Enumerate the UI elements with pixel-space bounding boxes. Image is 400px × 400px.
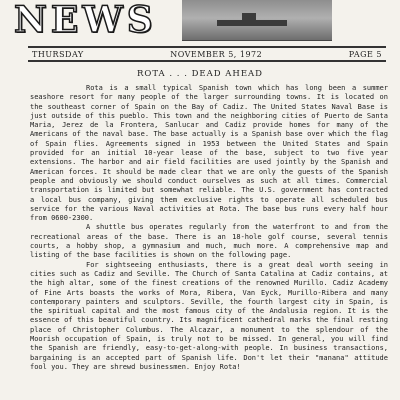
masthead-title: NEWS — [14, 0, 157, 41]
article-headline: ROTA . . . DEAD AHEAD — [136, 69, 263, 79]
ship-tower-shape — [242, 13, 256, 21]
article-paragraph: A shuttle bus operates regularly from the waterfront to and from the recreational areas of the base. There is an 18-hole golf course, several tennis courts, a hobby shop, a gymnasium and much, much more. A comprehensive map and listing of the base facilities is shown on the following page. — [30, 223, 388, 260]
dateline-day: THURSDAY — [32, 49, 84, 59]
article-body — [30, 84, 388, 398]
masthead — [0, 0, 400, 44]
article-paragraph: Rota is a small typical Spanish town which has long been a summer seashore resort for many people of the larger surrounding towns. It is located on the southeast corner of Spain on the Bay of Cadiz. The United States Naval Base is just outside of this pueblo. This town and the neighboring cities of Puerto de Santa Maria, Jerez de la Frontera, Sanlucar and Cadiz provide homes for many of the Americans of the naval base. The base actually is a Spanish base over which the flag of Spain flies. Agreements signed in 1953 between the United States and Spain provided for an initial 10-year lease of the base, subject to two five year extensions. The harbor and air field facilities are used jointly by the Spanish and American forces. It should be made clear that we are only the guests of the Spanish people and obviously we should conduct ourselves as such at all times. Commercial transportation is limited but somewhat reliable. The U.S. government has contracted a local bus company, giving them exclusive rights to operate all scheduled bus service for the various Naval activities at Rota. The base bus runs every half hour from 0600-2300. — [30, 84, 388, 223]
dateline-date: NOVEMBER 5, 1972 — [170, 49, 263, 59]
article-paragraph: For sightseeing enthusiasts, there is a great deal worth seeing in cities such as Cadiz and Seville. The Church of Santa Catalina at Cadiz contains, at the high altar, some of the finest creations of the renowned Murillo. Cadiz Academy of Fine Arts boasts the works of Mora, Ribera, Van Eyck, Murillo-Ribera and many contemporary painters and sculptors. Seville, the fourth largest city in Spain, is the spiritual capital and the most famous city of the Andalusia region. It is the essence of this beautiful country. Its magnificent cathedral marks the final resting place of Christopher Columbus. The Alcazar, a monument to the splendour of the Moorish occupation of Spain, is truly not to be missed. In general, you will find the Spanish are friendly, easy-to-get-along-with people. In business transactions, bargaining is an accepted part of Spanish life. Don't let their "manana" attitude fool you. They are shrewd businessmen. Enjoy Rota! — [30, 260, 388, 371]
masthead-ship-photo — [182, 0, 332, 41]
dateline-bar — [28, 46, 386, 62]
dateline-page: PAGE 5 — [348, 49, 382, 59]
